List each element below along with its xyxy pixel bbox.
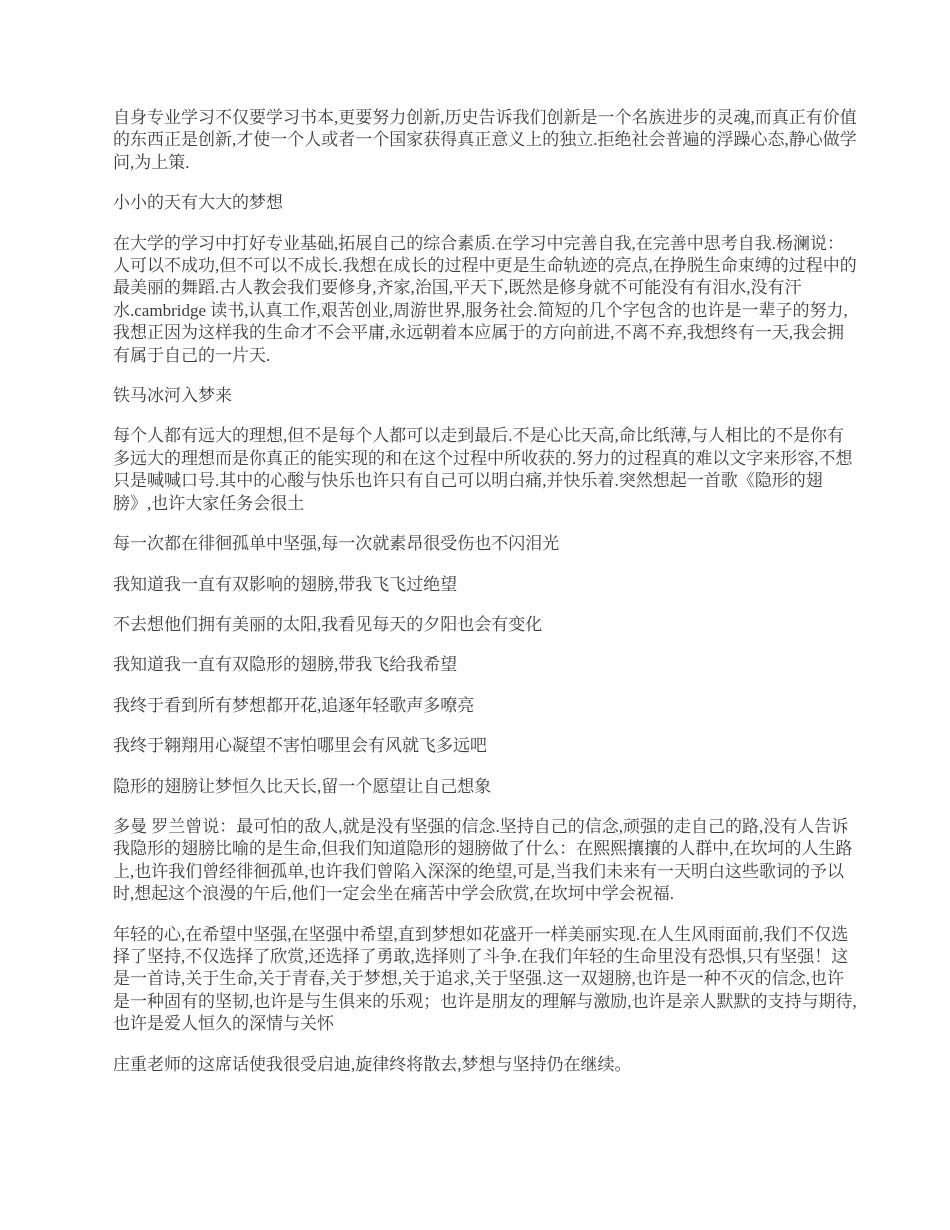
heading-little-sky-big-dream: 小小的天有大大的梦想	[113, 193, 283, 213]
lyric-line-1: 每一次都在徘徊孤单中坚强,每一次就素昂很受伤也不闪泪光	[113, 534, 560, 554]
paragraph-study-innovation: 自身专业学习不仅要学习书本,更要努力创新,历史告诉我们创新是一个名族进步的灵魂,而真正有价值的东西正是创新,才使一个人或者一个国家获得真正意义上的独立.拒绝社会普遍的浮躁心态,静心做学问,为上策.	[113, 108, 857, 172]
lyric-line-7: 隐形的翅膀让梦恒久比天长,留一个愿望让自己想象	[113, 776, 492, 796]
heading-iron-horse-dream: 铁马冰河入梦来	[113, 386, 232, 406]
lyric-line-5: 我终于看到所有梦想都开花,追逐年轻歌声多嘹亮	[113, 695, 475, 715]
paragraph-everyone-ideal: 每个人都有远大的理想,但不是每个人都可以走到最后.不是心比天高,命比纸薄,与人相比的不是你有多远大的理想而是你真正的能实现的和在这个过程中所收获的.努力的过程真的难以文字来形容,不想只是喊喊口号.其中的心酸与快乐也许只有自己可以明白痛,并快乐着.突然想起一首歌《隐形的翅膀》,也许大家任务会很土	[113, 426, 853, 513]
lyric-line-6: 我终于翱翔用心凝望不害怕哪里会有风就飞多远吧	[113, 736, 487, 756]
lyric-line-4: 我知道我一直有双隐形的翅膀,带我飞给我希望	[113, 655, 458, 675]
essay-body	[113, 107, 858, 1094]
lyric-line-2: 我知道我一直有双影响的翅膀,带我飞飞过绝望	[113, 574, 458, 594]
paragraph-young-heart: 年轻的心,在希望中坚强,在坚强中希望,直到梦想如花盛开一样美丽实现.在人生风雨面前,我们不仅选择了坚持,不仅选择了欣赏,还选择了勇敢,选择则了斗争.在我们年轻的生命里没有恐惧,只有坚强！这是一首诗,关于生命,关于青春,关于梦想,关于追求,关于坚强.这一双翅膀,也许是一种不灭的信念,也许是一种固有的坚韧,也许是与生俱来的乐观；也许是朋友的理解与激励,也许是亲人默默的支持与期待,也许是爱人恒久的深情与关怀	[113, 924, 857, 1034]
lyric-line-3: 不去想他们拥有美丽的太阳,我看见每天的夕阳也会有变化	[113, 614, 543, 634]
paragraph-closing: 庄重老师的这席话使我很受启迪,旋律终将散去,梦想与坚持仍在继续。	[113, 1054, 632, 1074]
paragraph-university-learning: 在大学的学习中打好专业基础,拓展自己的综合素质.在学习中完善自我,在完善中思考自我.杨澜说：人可以不成功,但不可以不成长.我想在成长的过程中更是生命轨迹的亮点,在挣脱生命束缚的过程中的最美丽的舞蹈.古人教会我们要修身,齐家,治国,平天下,既然是修身就不可能没有有泪水,没有汗水.cambridge 读书,认真工作,艰苦创业,周游世界,服务社会.简短的几个字包含的也许是一辈子的努力,我想正因为这样我的生命才不会平庸,永远朝着本应属于的方向前进,不离不弃,我想终有一天,我会拥有属于自己的一片天.	[113, 233, 857, 365]
paragraph-roland-quote: 多曼 罗兰曾说：最可怕的敌人,就是没有坚强的信念.坚持自己的信念,顽强的走自己的路,没有人告诉我隐形的翅膀比喻的是生命,但我们知道隐形的翅膀做了什么：在熙熙攘攘的人群中,在坎坷的人生路上,也许我们曾经徘徊孤单,也许我们曾陷入深深的绝望,可是,当我们未来有一天明白这些歌词的予以时,想起这个浪漫的午后,他们一定会坐在痛苦中学会欣赏,在坎坷中学会祝福.	[113, 816, 853, 904]
